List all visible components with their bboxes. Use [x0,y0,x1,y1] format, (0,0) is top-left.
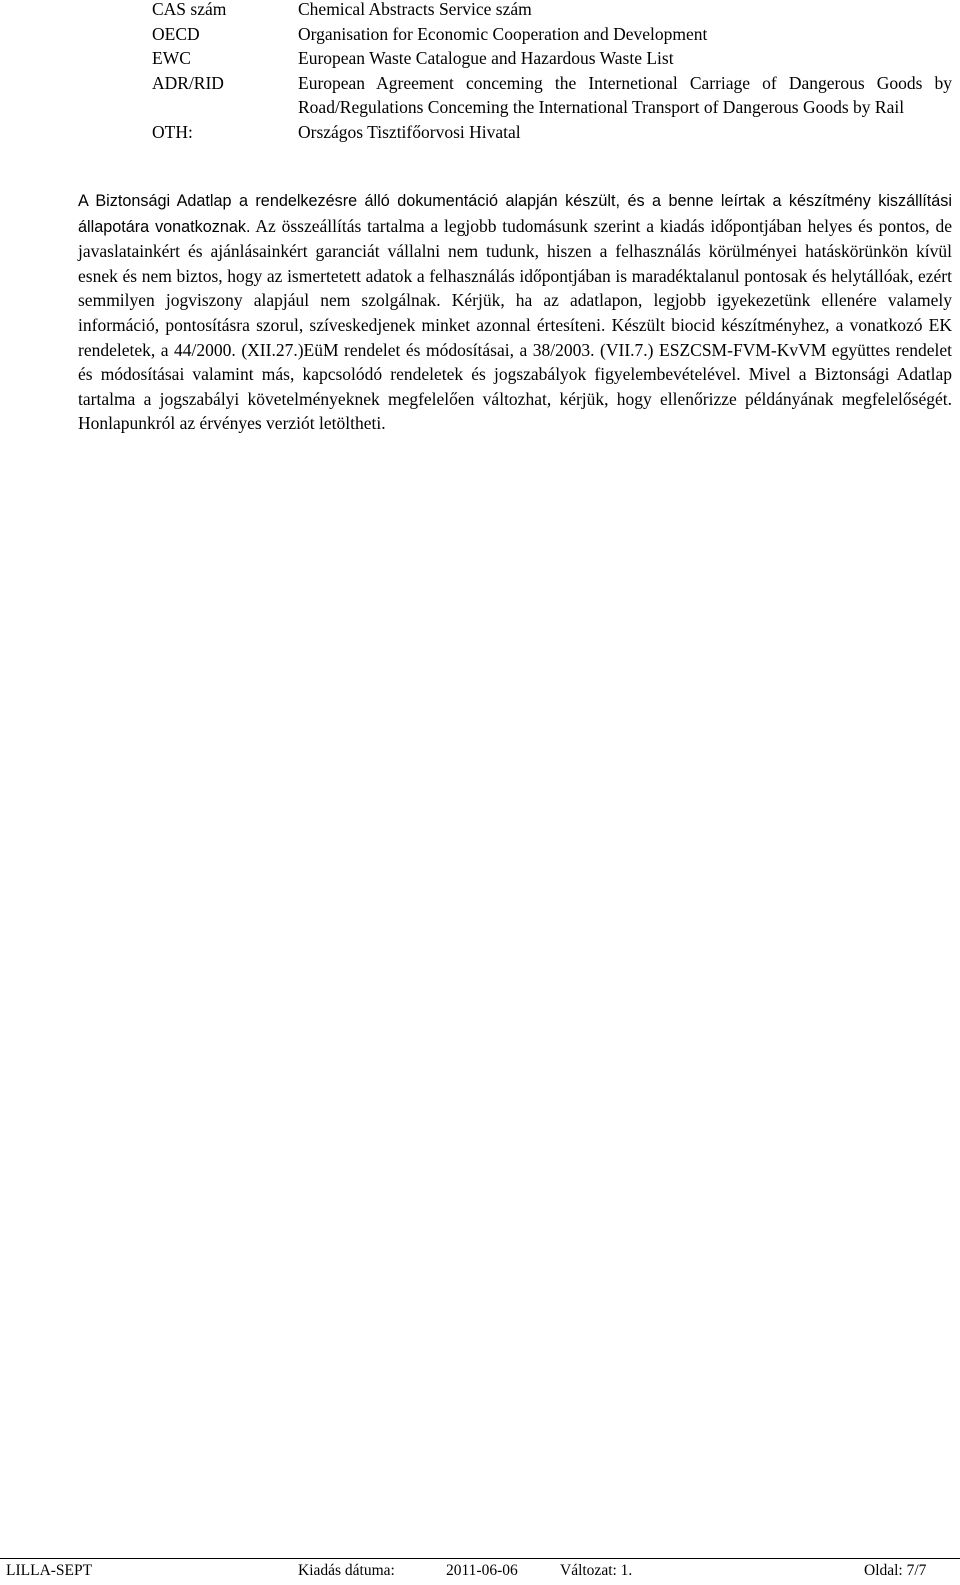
footer-version: Változat: 1. [560,1562,633,1579]
abbreviation-row [0,71,960,120]
abbreviation-row [0,0,960,22]
abbreviation-term: CAS szám [152,0,227,19]
abbreviation-definition: Chemical Abstracts Service szám [298,0,532,19]
disclaimer-body-text: Az összeállítás tartalma a legjobb tudomásunk szerint a kiadás időpontjában helyes és pontos, de javaslatainkért és ajánlásainkért garanciát vállalni nem tudunk, hiszen a felhasználás körülményei hatáskörünkön kívül esnek és nem biztos, hogy az ismertetett adatok a felhasználás időpontjában is maradéktalanul pontosak és helytállóak, ezért semmilyen jogviszony alapjául nem szolgálnak. Kérjük, ha az adatlapon, legjobb igyekezetünk ellenére valamely információ, pontosításra szorul, szíveskedjenek minket azonnal értesíteni. Készült biocid készítményhez, a vonatkozó EK rendeletek, a 44/2000. (XII.27.)EüM rendelet és módosításai, a 38/2003. (VII.7.) ESZCSM-FVM-KvVM együttes rendelet és módosításai valamint más, kapcsolódó rendeletek és jogszabályok figyelembevételével. Mivel a Biztonsági Adatlap tartalma a jogszabályi követelményeknek megfelelően változhat, kérjük, hogy ellenőrizze példányának megfelelőségét. Honlapunkról az érvényes verziót letöltheti. [78,215,953,434]
abbreviation-row [0,46,960,71]
footer-issue-label: Kiadás dátuma: [298,1562,395,1579]
abbreviation-term: OECD [152,23,200,44]
abbreviation-row [0,120,960,145]
abbreviation-definition: European Agreement conceming the Internetional Carriage of Dangerous Goods by Road/Regulations Conceming the International Transport of Dangerous Goods by Rail [298,72,952,117]
page-footer [0,1558,960,1582]
abbreviation-term: OTH: [152,121,193,142]
abbreviation-term: ADR/RID [152,72,224,93]
footer-divider [0,1558,960,1559]
footer-page-number: Oldal: 7/7 [864,1562,927,1579]
disclaimer-paragraph [78,188,952,436]
abbreviation-definition: Országos Tisztifőorvosi Hivatal [298,121,521,142]
disclaimer-lead-sentence: A Biztonsági Adatlap a rendelkezésre álló dokumentáció alapján készült, és a benne leírtak a készítmény kiszállítási állapotára vonatkoznak. [78,192,952,236]
footer-issue-date: 2011-06-06 [446,1562,518,1579]
footer-product-name: LILLA-SEPT [6,1562,93,1579]
abbreviation-term: EWC [152,48,191,68]
abbreviation-definition: Organisation for Economic Cooperation and Development [298,23,708,44]
abbreviation-row [0,22,960,47]
abbreviation-definition: European Waste Catalogue and Hazardous Waste List [298,48,674,68]
abbreviation-list [0,0,960,144]
